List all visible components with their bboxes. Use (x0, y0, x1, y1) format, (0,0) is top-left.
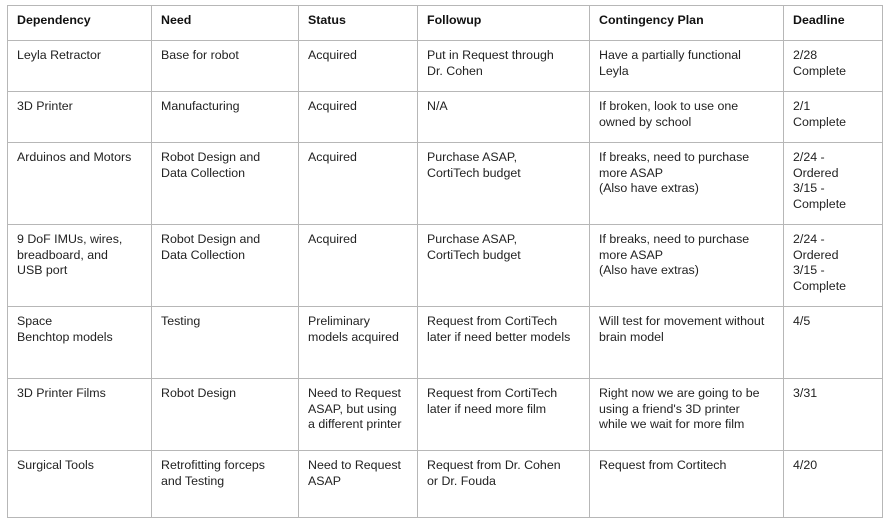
cell-followup: Request from Dr. Cohen or Dr. Fouda (418, 451, 590, 518)
cell-followup: Purchase ASAP, CortiTech budget (418, 143, 590, 225)
cell-followup: Purchase ASAP, CortiTech budget (418, 225, 590, 307)
cell-need: Testing (152, 307, 299, 379)
header-deadline: Deadline (784, 6, 883, 41)
table-row (8, 225, 883, 307)
cell-status: Acquired (299, 225, 418, 307)
cell-status: Need to Request ASAP, but using a different printer (299, 379, 418, 451)
cell-deadline: 2/24 - Ordered 3/15 - Complete (784, 225, 883, 307)
cell-followup: Put in Request through Dr. Cohen (418, 41, 590, 92)
cell-dependency: Arduinos and Motors (8, 143, 152, 225)
cell-need: Robot Design (152, 379, 299, 451)
cell-contingency-plan: If breaks, need to purchase more ASAP (Also have extras) (590, 225, 784, 307)
cell-dependency: 3D Printer Films (8, 379, 152, 451)
cell-dependency: Leyla Retractor (8, 41, 152, 92)
dependency-table (7, 5, 883, 518)
header-row (8, 6, 883, 41)
table-row (8, 92, 883, 143)
table-row (8, 379, 883, 451)
header-followup: Followup (418, 6, 590, 41)
cell-need: Base for robot (152, 41, 299, 92)
header-dependency: Dependency (8, 6, 152, 41)
cell-contingency-plan: Will test for movement without brain model (590, 307, 784, 379)
cell-deadline: 2/28 Complete (784, 41, 883, 92)
cell-contingency-plan: If broken, look to use one owned by school (590, 92, 784, 143)
header-need: Need (152, 6, 299, 41)
cell-status: Acquired (299, 92, 418, 143)
table-row (8, 41, 883, 92)
cell-dependency: 3D Printer (8, 92, 152, 143)
dependency-table-container (7, 5, 883, 518)
cell-followup: N/A (418, 92, 590, 143)
table-row (8, 143, 883, 225)
cell-status: Acquired (299, 41, 418, 92)
cell-deadline: 3/31 (784, 379, 883, 451)
cell-need: Manufacturing (152, 92, 299, 143)
cell-followup: Request from CortiTech later if need better models (418, 307, 590, 379)
table-row (8, 307, 883, 379)
cell-contingency-plan: Right now we are going to be using a friend's 3D printer while we wait for more film (590, 379, 784, 451)
header-contingency-plan: Contingency Plan (590, 6, 784, 41)
cell-dependency: Surgical Tools (8, 451, 152, 518)
cell-followup: Request from CortiTech later if need more film (418, 379, 590, 451)
cell-status: Acquired (299, 143, 418, 225)
cell-contingency-plan: If breaks, need to purchase more ASAP (Also have extras) (590, 143, 784, 225)
cell-deadline: 4/20 (784, 451, 883, 518)
header-status: Status (299, 6, 418, 41)
cell-contingency-plan: Request from Cortitech (590, 451, 784, 518)
cell-deadline: 4/5 (784, 307, 883, 379)
cell-status: Preliminary models acquired (299, 307, 418, 379)
cell-need: Robot Design and Data Collection (152, 143, 299, 225)
cell-need: Retrofitting forceps and Testing (152, 451, 299, 518)
cell-dependency: 9 DoF IMUs, wires, breadboard, and USB port (8, 225, 152, 307)
cell-need: Robot Design and Data Collection (152, 225, 299, 307)
table-row (8, 451, 883, 518)
cell-contingency-plan: Have a partially functional Leyla (590, 41, 784, 92)
cell-status: Need to Request ASAP (299, 451, 418, 518)
cell-deadline: 2/1 Complete (784, 92, 883, 143)
cell-deadline: 2/24 - Ordered 3/15 - Complete (784, 143, 883, 225)
cell-dependency: Space Benchtop models (8, 307, 152, 379)
